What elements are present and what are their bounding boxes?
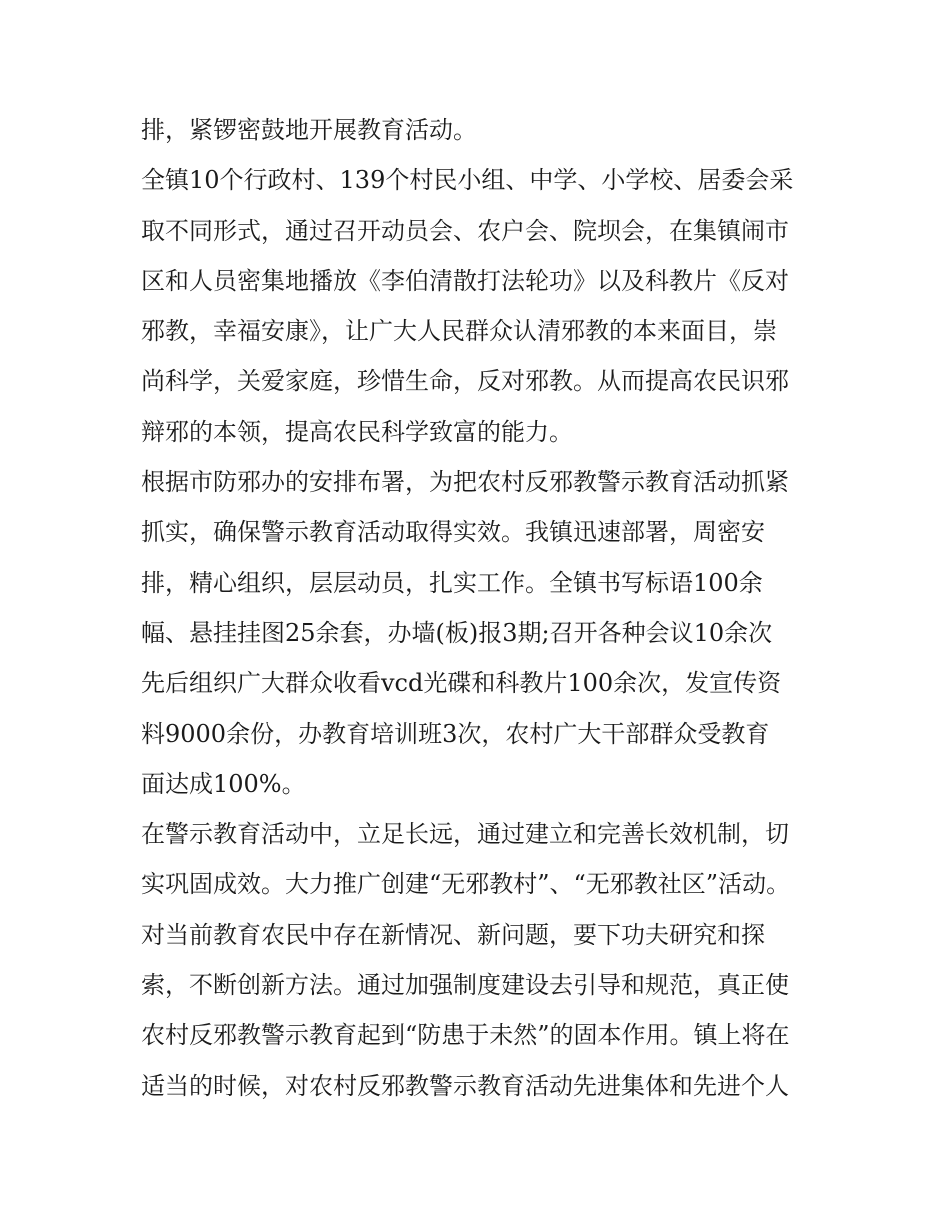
text-line: 根据市防邪办的安排布署，为把农村反邪教警示教育活动抓紧: [141, 468, 789, 497]
text-line: 幅、悬挂挂图25余套，办墙(板)报3期;召开各种会议10余次: [141, 618, 773, 647]
text-line: 料9000余份，办教育培训班3次，农村广大干部群众受教育: [141, 719, 770, 748]
text-line: 抓实，确保警示教育活动取得实效。我镇迅速部署，周密安: [141, 518, 765, 547]
text-line: 尚科学，关爱家庭，珍惜生命，反对邪教。从而提高农民识邪: [141, 367, 789, 396]
text-line: 区和人员密集地播放《李伯清散打法轮功》以及科教片《反对: [141, 266, 789, 295]
text-line: 辩邪的本领，提高农民科学致富的能力。: [141, 417, 573, 446]
text-line: 排，精心组织，层层动员，扎实工作。全镇书写标语100余: [141, 568, 763, 597]
text-line: 在警示教育活动中，立足长远，通过建立和完善长效机制，切: [141, 820, 789, 849]
text-line: 索，不断创新方法。通过加强制度建设去引导和规范，真正使: [141, 971, 789, 1000]
text-line: 对当前教育农民中存在新情况、新问题，要下功夫研究和探: [141, 920, 765, 949]
text-line: 农村反邪教警示教育起到“防患于未然”的固本作用。镇上将在: [141, 1021, 790, 1050]
document-body: [141, 105, 813, 1111]
text-line: 先后组织广大群众收看vcd光碟和科教片100余次，发宣传资: [141, 669, 782, 698]
text-line: 适当的时候，对农村反邪教警示教育活动先进集体和先进个人: [141, 1071, 789, 1100]
text-line: 取不同形式，通过召开动员会、农户会、院坝会，在集镇闹市: [141, 216, 789, 245]
text-line: 全镇10个行政村、139个村民小组、中学、小学校、居委会采: [141, 166, 794, 195]
text-line: 面达成100%。: [141, 769, 306, 798]
text-line: 邪教，幸福安康》，让广大人民群众认清邪教的本来面目，崇: [141, 317, 777, 346]
text-line: 实巩固成效。大力推广创建“无邪教村”、“无邪教社区”活动。: [141, 870, 791, 899]
text-line: 排，紧锣密鼓地开展教育活动。: [141, 116, 477, 144]
